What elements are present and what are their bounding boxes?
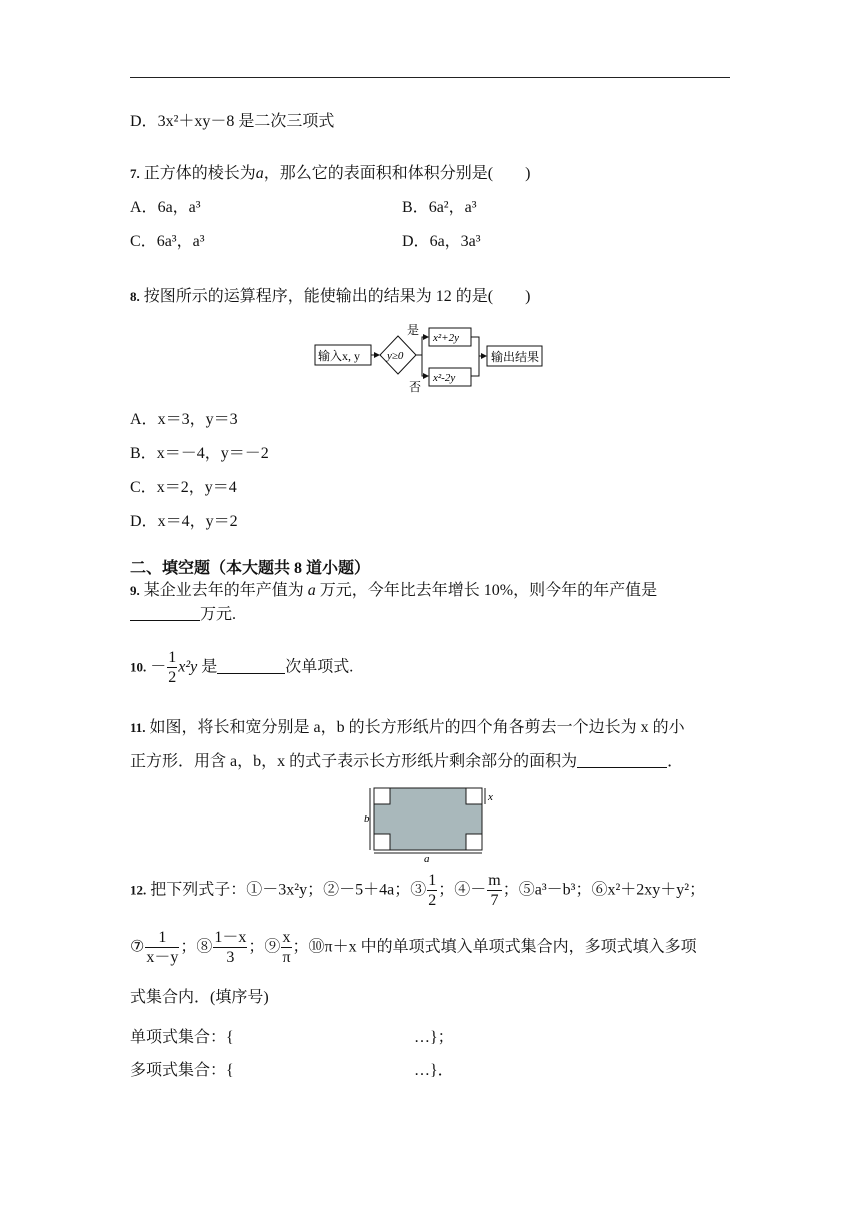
- question-8-option-b[interactable]: [130, 446, 269, 462]
- label-b: b: [364, 813, 370, 825]
- option-expr: 3x²＋xy－8: [157, 113, 235, 130]
- option-letter: A．: [130, 199, 158, 216]
- fraction-denominator: 2: [168, 669, 177, 686]
- flow-yes-arrow: [416, 337, 428, 355]
- separator: ；: [575, 881, 592, 899]
- item-3: ③: [410, 881, 427, 899]
- flow-no-label: 否: [409, 380, 422, 394]
- question-7-option-d[interactable]: [402, 234, 481, 250]
- flow-input-text: 输入x, y: [318, 349, 361, 363]
- option-text: x＝4，y＝2: [157, 513, 238, 530]
- item-5: ⑤a³－b³: [518, 881, 576, 899]
- item-8: ⑧: [196, 938, 213, 956]
- question-8-stem: [130, 289, 530, 305]
- stem-part: ．: [667, 753, 684, 770]
- fraction-denominator: 2: [428, 892, 437, 909]
- flow-no-expr: x²-2y: [433, 372, 456, 384]
- monomial: x²y: [178, 658, 198, 676]
- separator: ；: [689, 881, 706, 899]
- option-letter: B．: [130, 445, 157, 462]
- item-2: ②－5＋4a: [323, 881, 395, 899]
- flowchart-diagram: [310, 322, 550, 394]
- question-number: 7.: [130, 166, 140, 181]
- option-text: 6a³，a³: [156, 233, 205, 250]
- fraction-numerator: 1: [145, 930, 179, 948]
- monomial-set-end: …}；: [414, 1029, 454, 1046]
- section-heading: 二、填空题（本大题共 8 道小题）: [130, 560, 371, 577]
- stem-part: 万元，今年比去年增长 10%，则今年的年产值是: [319, 582, 658, 599]
- stem-part: ，那么它的表面积和体积分别是( ): [263, 165, 531, 182]
- option-text: x＝－4，y＝－2: [156, 445, 269, 462]
- question-8-option-d[interactable]: [130, 514, 238, 530]
- stem-text: 正方形．用含 a，b，x 的式子表示长方形纸片剩余部分的面积为: [130, 753, 578, 770]
- stem-text: 按图所示的运算程序，能使输出的结果为 12 的是( ): [143, 288, 531, 305]
- stem-var: a: [255, 165, 264, 182]
- question-7-option-c[interactable]: [130, 234, 205, 250]
- stem-text: 如图，将长和宽分别是 a，b 的长方形纸片的四个角各剪去一个边长为 x 的小: [149, 719, 685, 736]
- flow-condition-text: y≥0: [387, 350, 404, 362]
- separator: ；: [248, 938, 265, 956]
- fraction: [281, 930, 291, 966]
- question-number: 10.: [130, 659, 147, 675]
- item-10: ⑩π＋x: [308, 938, 357, 956]
- question-11-line-1: [130, 720, 685, 736]
- polynomial-set-label: 多项式集合：{: [130, 1062, 234, 1079]
- separator: ；: [394, 881, 411, 899]
- question-9-line-1: [130, 583, 657, 599]
- question-7-option-a[interactable]: [130, 200, 201, 216]
- question-12-line-3: 式集合内．(填序号): [130, 989, 269, 1006]
- flow-merge-line: [471, 337, 479, 376]
- monomial-set-label: 单项式集合：{: [130, 1029, 234, 1046]
- corner-square: [466, 788, 482, 804]
- corner-square: [466, 834, 482, 850]
- polynomial-set-end: …}．: [414, 1062, 454, 1079]
- fraction-numerator: 1: [428, 872, 437, 889]
- item-7: ⑦: [130, 938, 145, 956]
- separator: ；: [180, 938, 197, 956]
- fraction-numerator: 1－x: [214, 929, 247, 946]
- question-12-line-1: [130, 873, 705, 909]
- flow-no-arrow: [416, 355, 428, 376]
- option-text: 6a，3a³: [429, 233, 481, 250]
- question-8-option-c[interactable]: [130, 480, 237, 496]
- polynomial-set-input[interactable]: [240, 1061, 410, 1079]
- question-number: 11.: [130, 720, 146, 735]
- fraction-numerator: x: [282, 929, 291, 946]
- prev-option-d[interactable]: [130, 114, 334, 130]
- question-8-option-a[interactable]: [130, 412, 238, 428]
- corner-square: [374, 834, 390, 850]
- fraction: [487, 873, 501, 909]
- stem-var: a: [307, 582, 316, 599]
- stem-part: 正方体的棱长为: [143, 165, 256, 182]
- option-text: x＝2，y＝4: [156, 479, 237, 496]
- stem-part: 次单项式.: [285, 658, 354, 676]
- option-text: 是二次三项式: [238, 113, 335, 130]
- separator: ；: [307, 881, 324, 899]
- separator: ；: [438, 881, 455, 899]
- item-9: ⑨: [264, 938, 281, 956]
- option-letter: C．: [130, 479, 157, 496]
- fraction-numerator: m: [488, 872, 501, 889]
- fraction-denominator: x－y: [146, 949, 179, 966]
- question-10: [130, 650, 353, 686]
- monomial-set-input[interactable]: [240, 1028, 410, 1046]
- fraction: [145, 930, 179, 966]
- option-letter: C．: [130, 233, 157, 250]
- question-11-line-2: [130, 754, 683, 770]
- stem-part: 万元.: [200, 606, 237, 623]
- question-7-stem: [130, 166, 530, 182]
- option-text: 6a，a³: [157, 199, 201, 216]
- question-number: 8.: [130, 289, 140, 304]
- flow-output-text: 输出结果: [491, 350, 540, 364]
- label-x: x: [488, 791, 493, 803]
- rectangle-figure: [362, 784, 502, 864]
- separator: ；: [292, 938, 309, 956]
- flow-yes-label: 是: [407, 323, 420, 337]
- question-9-line-2: [130, 607, 236, 623]
- answer-blank[interactable]: [217, 673, 285, 674]
- fraction-denominator: 7: [490, 892, 499, 909]
- option-letter: A．: [130, 411, 158, 428]
- stem-part: 中的单项式填入单项式集合内，多项式填入多项: [360, 938, 697, 956]
- fraction: [427, 873, 437, 909]
- flow-yes-expr: x²+2y: [433, 332, 459, 344]
- option-letter: D．: [130, 513, 158, 530]
- answer-blank[interactable]: [130, 620, 200, 621]
- separator: ；: [502, 881, 519, 899]
- fraction: [213, 930, 247, 966]
- header-rule: [130, 77, 730, 78]
- item-6: ⑥x²＋2xy＋y²: [591, 881, 690, 899]
- item-4: ④－: [454, 881, 487, 899]
- stem-part: 把下列式子：: [150, 881, 247, 899]
- question-number: 12.: [130, 882, 147, 898]
- question-7-option-b[interactable]: [402, 200, 477, 216]
- stem-part: 某企业去年的年产值为: [143, 582, 304, 599]
- fraction-numerator: 1: [168, 649, 177, 666]
- label-a: a: [424, 853, 430, 864]
- corner-square: [374, 788, 390, 804]
- option-letter: B．: [402, 199, 429, 216]
- fraction-denominator: π: [282, 949, 291, 966]
- item-1: ①－3x²y: [246, 881, 308, 899]
- option-letter: D．: [402, 233, 430, 250]
- fraction-denominator: 3: [226, 949, 235, 966]
- stem-part: 是: [201, 658, 218, 676]
- fraction: [167, 650, 177, 686]
- answer-blank[interactable]: [577, 767, 667, 768]
- question-12-line-2: [130, 930, 697, 966]
- minus-sign: －: [150, 658, 167, 676]
- option-text: 6a²，a³: [428, 199, 477, 216]
- question-number: 9.: [130, 583, 140, 598]
- option-text: x＝3，y＝3: [157, 411, 238, 428]
- option-letter: D．: [130, 113, 158, 130]
